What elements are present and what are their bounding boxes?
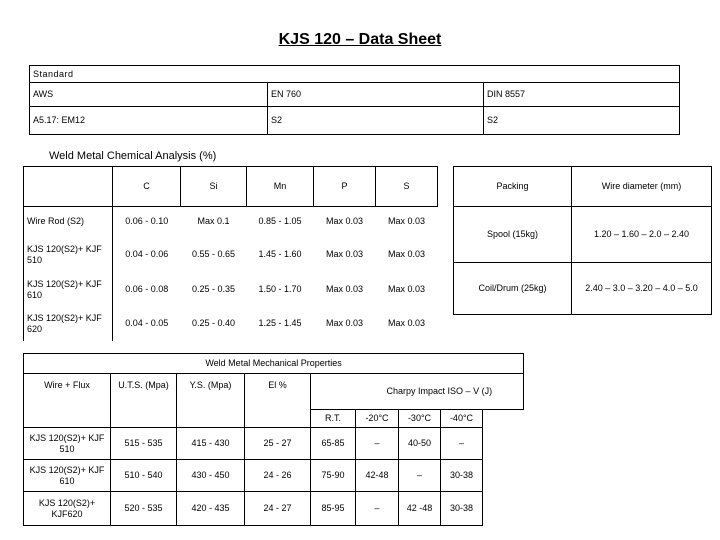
mech-cell: – [399, 460, 441, 492]
table-row [454, 207, 712, 263]
wire-diameter: 1.20 – 1.60 – 2.0 – 2.40 [572, 207, 712, 263]
chem-row-label: KJS 120(S2)+ KJF 610 [24, 273, 113, 307]
table-row [24, 492, 524, 526]
wire-diameter-header: Wire diameter (mm) [572, 167, 712, 207]
temp-minus30: -30°C [399, 410, 441, 428]
standard-aws-value: A5.17: EM12 [30, 107, 268, 135]
chem-col-c: C [113, 167, 181, 207]
mech-cell: 25 - 27 [245, 428, 311, 460]
mech-cell: 420 - 435 [177, 492, 245, 526]
mech-row-label: KJS 120(S2)+ KJF 610 [24, 460, 111, 492]
chem-col-p: P [314, 167, 376, 207]
table-row [24, 207, 438, 237]
chem-cell: 0.55 - 0.65 [191, 249, 236, 259]
ys-header: Y.S. (Mpa) [177, 374, 245, 428]
chem-cell: Max 0.1 [197, 216, 230, 227]
table-row [24, 237, 438, 273]
charpy-spacer [311, 374, 356, 410]
mech-row-label: KJS 120(S2)+ KJF620 [24, 492, 111, 526]
chem-col-si: Si [181, 167, 247, 207]
chem-cell: 0.06 - 0.08 [125, 284, 169, 294]
standard-din-value: S2 [484, 107, 680, 135]
charpy-header: Charpy Impact ISO – V (J) [356, 374, 524, 410]
chem-row-label: KJS 120(S2)+ KJF 510 [24, 237, 113, 273]
standard-en: EN 760 [268, 83, 484, 107]
wire-diameter: 2.40 – 3.0 – 3.20 – 4.0 – 5.0 [572, 263, 712, 315]
mech-cell: 24 - 26 [245, 460, 311, 492]
packing-table [453, 166, 712, 315]
chem-cell: Max 0.03 [387, 249, 426, 259]
chem-cell: Max 0.03 [325, 318, 364, 328]
chem-cell: 0.06 - 0.10 [125, 216, 169, 227]
packing-header: Packing [454, 167, 572, 207]
table-row [24, 460, 524, 492]
mech-cell: 520 - 535 [111, 492, 177, 526]
standard-table [29, 65, 680, 135]
packing-type: Coil/Drum (25kg) [454, 263, 572, 315]
chem-cell: 0.04 - 0.05 [125, 318, 169, 328]
uts-header: U.T.S. (Mpa) [111, 374, 177, 428]
chemical-table [23, 166, 438, 341]
mechanical-table [23, 353, 524, 526]
el-header: El % [245, 374, 311, 428]
chem-cell: 1.50 - 1.70 [258, 284, 302, 294]
mech-cell: 40-50 [399, 428, 441, 460]
mech-cell: 30-38 [441, 460, 483, 492]
chem-cell: Max 0.03 [387, 318, 426, 328]
chem-cell: 0.04 - 0.06 [125, 249, 169, 259]
chem-row-label: KJS 120(S2)+ KJF 620 [24, 307, 113, 341]
table-row [454, 263, 712, 315]
chem-cell: 0.85 - 1.05 [258, 216, 302, 227]
chem-cell: Max 0.03 [325, 249, 364, 259]
table-row [24, 307, 438, 341]
mech-cell: 30-38 [441, 492, 483, 526]
mech-row-label: KJS 120(S2)+ KJF 510 [24, 428, 111, 460]
temp-rt: R.T. [311, 410, 356, 428]
temp-minus20: -20°C [356, 410, 399, 428]
table-row [24, 273, 438, 307]
mech-cell: 510 - 540 [111, 460, 177, 492]
chem-cell: 0.25 - 0.35 [191, 284, 236, 294]
mech-cell: 515 - 535 [111, 428, 177, 460]
chem-corner [24, 167, 113, 207]
mech-cell: – [441, 428, 483, 460]
chemical-heading: Weld Metal Chemical Analysis (%) [49, 150, 217, 162]
chem-cell: Max 0.03 [387, 284, 426, 294]
wire-flux-header: Wire + Flux [24, 374, 111, 428]
mech-cell: 75-90 [311, 460, 356, 492]
chem-row-label: Wire Rod (S2) [24, 207, 113, 237]
chem-cell: Max 0.03 [387, 216, 426, 227]
mech-cell: 65-85 [311, 428, 356, 460]
packing-type: Spool (15kg) [454, 207, 572, 263]
mech-cell: 85-95 [311, 492, 356, 526]
mech-cell: – [356, 492, 399, 526]
standard-din: DIN 8557 [484, 83, 680, 107]
chem-cell: Max 0.03 [325, 216, 364, 227]
chem-cell: 1.45 - 1.60 [258, 249, 302, 259]
chem-cell: 1.25 - 1.45 [258, 318, 302, 328]
chem-cell: 0.25 - 0.40 [191, 318, 236, 328]
mech-cell: 42 -48 [399, 492, 441, 526]
page-title: KJS 120 – Data Sheet [278, 31, 442, 48]
table-row [24, 428, 524, 460]
standard-header: Standard [30, 66, 680, 83]
mech-cell: 430 - 450 [177, 460, 245, 492]
standard-aws: AWS [30, 83, 268, 107]
mech-cell: 415 - 430 [177, 428, 245, 460]
temp-minus40: -40°C [441, 410, 483, 428]
mech-cell: 24 - 27 [245, 492, 311, 526]
mech-cell: – [356, 428, 399, 460]
mech-cell: 42-48 [356, 460, 399, 492]
standard-en-value: S2 [268, 107, 484, 135]
mechanical-heading: Weld Metal Mechanical Properties [24, 354, 524, 374]
chem-cell: Max 0.03 [325, 284, 364, 294]
chem-col-s: S [376, 167, 438, 207]
chem-col-mn: Mn [247, 167, 314, 207]
